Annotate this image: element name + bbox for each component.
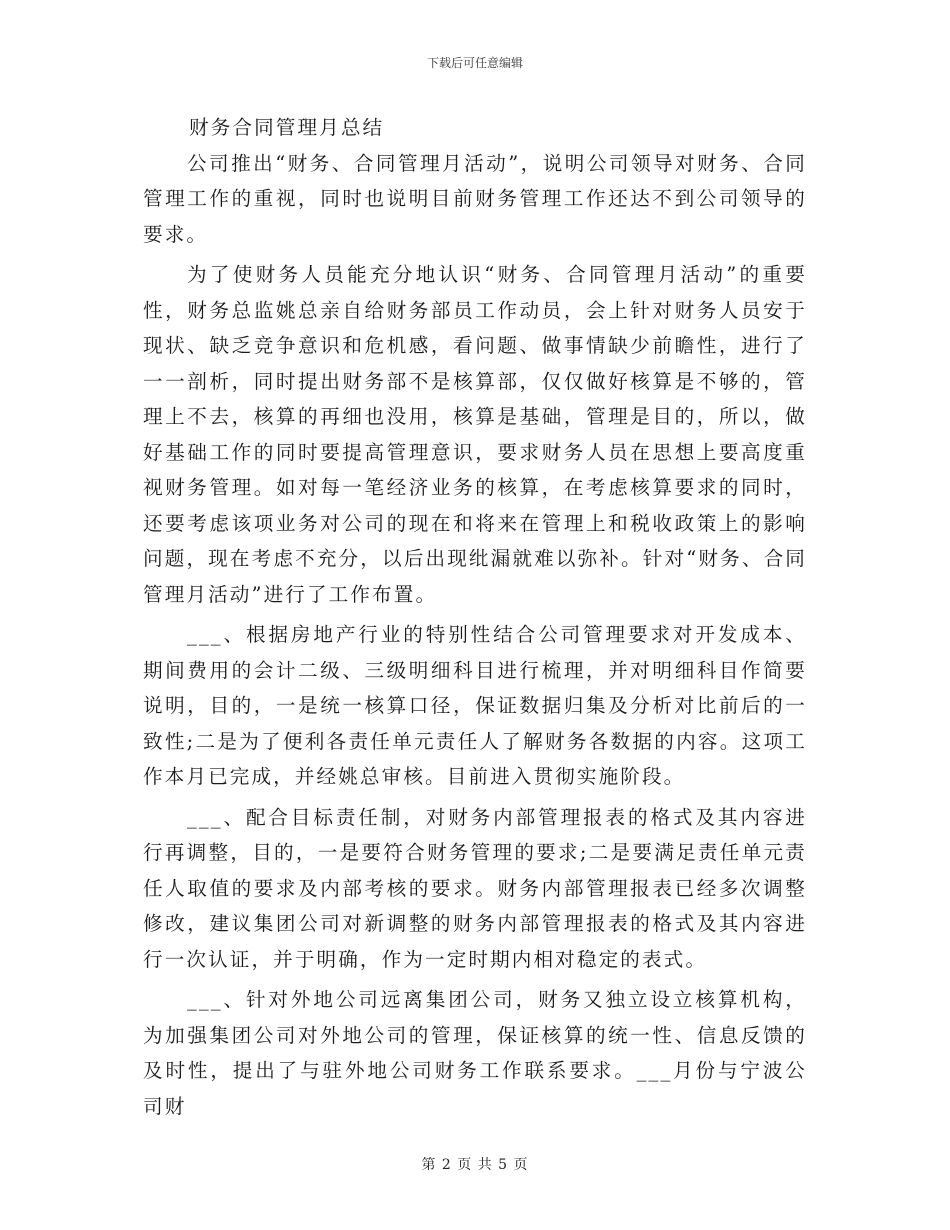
- page-number: 第 2 页 共 5 页: [421, 1157, 529, 1173]
- paragraph-item-accounts: ___、根据房地产行业的特别性结合公司管理要求对开发成本、期间费用的会计二级、三级明细科目进行梳理，并对明细科目作简要说明，目的，一是统一核算口径，保证数据归集及分析对比前后的一致性;二是为了便利各责任单元责任人了解财务各数据的内容。这项工作本月已完成，并经姚总审核。目前进入贯彻实施阶段。: [143, 623, 807, 788]
- paragraph-mobilization: 为了使财务人员能充分地认识“财务、合同管理月活动”的重要性，财务总监姚总亲自给财务部员工作动员，会上针对财务人员安于现状、缺乏竞争意识和危机感，看问题、做事情缺少前瞻性，进行了一一剖析，同时提出财务部不是核算部，仅仅做好核算是不够的，管理上不去，核算的再细也没用，核算是基础，管理是目的，所以，做好基础工作的同时要提高管理意识，要求财务人员在思想上要高度重视财务管理。如对每一笔经济业务的核算，在考虑核算要求的同时，还要考虑该项业务对公司的现在和将来在管理上和税收政策上的影响问题，现在考虑不充分，以后出现纰漏就难以弥补。针对“财务、合同管理月活动”进行了工作布置。: [143, 263, 807, 606]
- document-body: [143, 110, 807, 1129]
- page-header-note: 下载后可任意编辑: [426, 56, 523, 70]
- document-title: 财务合同管理月总结: [189, 116, 385, 139]
- paragraph-item-branches: ___、针对外地公司远离集团公司，财务又独立设立核算机构，为加强集团公司对外地公司的管理，保证核算的统一性、信息反馈的及时性，提出了与驻外地公司财务工作联系要求。___月份与宁波公司财: [143, 988, 807, 1118]
- paragraph-intro: 公司推出“财务、合同管理月活动”，说明公司领导对财务、合同管理工作的重视，同时也说明目前财务管理工作还达不到公司领导的要求。: [143, 151, 807, 246]
- paragraph-item-reports: ___、配合目标责任制，对财务内部管理报表的格式及其内容进行再调整，目的，一是要符合财务管理的要求;二是要满足责任单元责任人取值的要求及内部考核的要求。财务内部管理报表已经多次调整修改，建议集团公司对新调整的财务内部管理报表的格式及其内容进行一次认证，并于明确，作为一定时期内相对稳定的表式。: [143, 805, 807, 971]
